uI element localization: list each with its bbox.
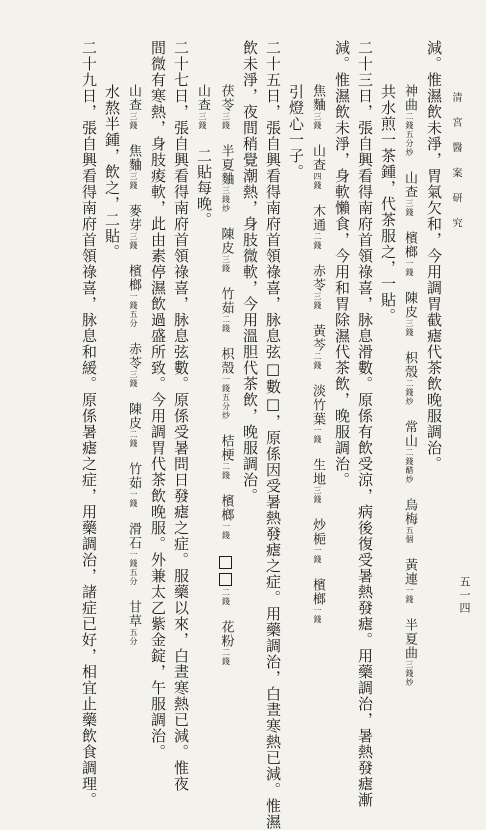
herb-dose: 二錢 (129, 430, 138, 448)
herb-item (310, 458, 325, 504)
herb-name: 赤苓 (310, 264, 325, 292)
herb-name: 枳殼 (218, 347, 234, 375)
herb-name: 神曲 (402, 84, 417, 112)
herb-name: 檳榔 (402, 231, 417, 259)
herb-dose: 五分 (129, 628, 138, 646)
herb-item (402, 420, 417, 484)
herb-dose: 三錢 (313, 292, 322, 310)
herb-dose: 二錢 (221, 315, 231, 333)
herb-name: 花粉 (218, 620, 234, 648)
herb-dose: 三錢炒 (405, 660, 414, 687)
herb-dose: 一錢 (313, 606, 322, 624)
herb-name: 麥芽 (126, 204, 141, 232)
herb-item (219, 227, 234, 273)
herb-dose: 五個 (405, 526, 414, 544)
herb-item (219, 144, 234, 213)
herb-name: 黃芩 (310, 324, 325, 352)
herb-name: 黃連 (402, 558, 417, 586)
herb-item (310, 324, 325, 370)
herb-name: 陳皮 (402, 291, 417, 319)
herb-name: 滑石 (126, 522, 141, 550)
herb-dose: 二錢 (313, 232, 322, 250)
text-column: 引燈心一子。 (287, 84, 305, 180)
herb-name: 檳榔 (310, 578, 325, 606)
herb-name: 山查 (402, 171, 417, 199)
herb-item (219, 287, 234, 333)
herb-dose: 二錢炒 (405, 379, 414, 406)
herb-name: 茯苓 (218, 84, 234, 112)
text-column: 水熬半鍾，飲之，二貼。 (103, 84, 121, 260)
herb-dose: 二錢 (313, 352, 322, 370)
herb-name: 炒梔 (310, 518, 325, 546)
herb-name: 山查 (126, 84, 141, 112)
prescription-column (311, 84, 324, 624)
herb-item (402, 84, 417, 157)
prescription-column (196, 84, 209, 130)
herb-dose: 一錢 (129, 490, 138, 508)
herb-name: 檳榔 (126, 264, 141, 292)
herb-item (126, 204, 141, 250)
page-number: 五一四 (458, 576, 471, 615)
herb-name: 山查 (195, 84, 210, 112)
herb-item (126, 522, 141, 586)
herb-name: 山查 (310, 144, 325, 172)
herb-dose: 一錢 (313, 426, 322, 444)
herb-name: 赤苓 (126, 342, 141, 370)
prescription-column (219, 84, 233, 666)
herb-dose: 二錢 (221, 588, 231, 606)
herb-name: 半夏曲 (402, 618, 417, 660)
herb-dose: 三錢 (129, 232, 138, 250)
text-column: 二十三日，張自興看得南府首領祿喜，脉息滑數。原係有飲受涼，病後復受暑熱發瘧。用藥調治，暑熱發瘧漸 (356, 40, 374, 808)
herb-item (310, 264, 325, 310)
herb-item (310, 384, 325, 444)
herb-dose: 二錢五分炒 (405, 112, 414, 157)
herb-item (310, 84, 325, 130)
herb-dose: 一錢 (405, 586, 414, 604)
herb-name: 陳皮 (126, 402, 141, 430)
text-column: 二貼每晚。 (195, 148, 213, 228)
text-column: 間微有寒熱，身肢痠軟，此由素停濕飲過盛所致。今用調胃代茶飲晚服。外兼太乙紫金錠，午服調治。 (149, 40, 167, 760)
herb-item (402, 291, 417, 337)
herb-dose: 三錢 (129, 172, 138, 190)
herb-dose: 三錢 (129, 112, 138, 130)
herb-dose: 三錢炒 (221, 186, 231, 213)
herb-name: 甘草 (126, 600, 141, 628)
herb-dose: 三錢 (129, 370, 138, 388)
herb-name: 陳皮 (218, 227, 234, 255)
missing-char-box (219, 556, 232, 569)
text-column: 二十七日，張自興看得南府首領祿喜，脉息弦數。原係受暑問日發瘧之症。服藥以來，白晝寒熱已減。惟夜 (172, 40, 190, 792)
text-column: 二十五日，張自興看得南府首領祿喜，脉息弦□數□，原係因受暑熱發瘧之症。用藥調治，白晝寒熱已減。惟濕 (264, 40, 282, 830)
herb-dose: 一錢五分炒 (221, 375, 231, 420)
herb-item (219, 434, 234, 480)
herb-item (126, 144, 141, 190)
herb-dose: 一錢 (405, 259, 414, 277)
herb-item (219, 620, 234, 666)
herb-dose: 二錢醋炒 (405, 448, 414, 484)
herb-dose: 二錢 (221, 462, 231, 480)
herb-name: 焦麯 (310, 84, 325, 112)
herb-dose: 二錢 (221, 648, 231, 666)
herb-dose: 四錢 (313, 172, 322, 190)
herb-dose: 一錢 (313, 546, 322, 564)
herb-dose: 三錢 (221, 112, 231, 130)
text-column: 共水煎一茶鍾，代茶服之，一貼。 (379, 84, 397, 324)
herb-item (219, 494, 234, 540)
herb-item (126, 342, 141, 388)
prescription-column (127, 84, 140, 646)
herb-dose: 三錢 (313, 486, 322, 504)
herb-item (402, 231, 417, 277)
herb-dose: 三錢 (313, 112, 322, 130)
herb-dose: 三錢 (198, 112, 207, 130)
herb-item (310, 144, 325, 190)
herb-name: 檳榔 (218, 494, 234, 522)
herb-dose: 三錢 (221, 255, 231, 273)
text-column: 減。惟濕飲未淨，胃氣欠和，今用調胃截瘧代茶飲晚服調治。 (425, 40, 443, 472)
herb-item (310, 578, 325, 624)
missing-char-box (219, 573, 232, 586)
herb-item (310, 518, 325, 564)
herb-item (126, 402, 141, 448)
herb-item (126, 264, 141, 328)
herb-name: 木通 (310, 204, 325, 232)
herb-item (219, 554, 234, 606)
herb-item (402, 351, 417, 406)
running-header: 清 宮 醫 案 研 究 (450, 92, 461, 234)
herb-dose: 一錢 (221, 522, 231, 540)
herb-name: 竹茹 (218, 287, 234, 315)
herb-name: 烏梅 (402, 498, 417, 526)
herb-item (126, 600, 141, 646)
herb-name: 枳殼 (402, 351, 417, 379)
herb-name: 竹茹 (126, 462, 141, 490)
herb-name: 常山 (402, 420, 417, 448)
prescription-column (403, 84, 416, 687)
herb-name: 桔梗 (218, 434, 234, 462)
herb-item (195, 84, 210, 130)
herb-dose: 一錢五分 (129, 550, 138, 586)
herb-item (402, 498, 417, 544)
herb-item (126, 462, 141, 508)
herb-item (402, 558, 417, 604)
herb-name: 半夏麯 (218, 144, 234, 186)
herb-dose: 一錢五分 (129, 292, 138, 328)
herb-name: 生地 (310, 458, 325, 486)
herb-name: 淡竹葉 (310, 384, 325, 426)
herb-dose: 三錢 (405, 319, 414, 337)
herb-item (310, 204, 325, 250)
herb-item (126, 84, 141, 130)
herb-item (402, 618, 417, 687)
herb-name: 焦麯 (126, 144, 141, 172)
text-column: 減。惟濕飲未淨，身軟懶食，今用和胃除濕代茶飲，晚服調治。 (333, 40, 351, 488)
herb-item (219, 347, 234, 420)
herb-dose: 三錢 (405, 199, 414, 217)
text-column: 二十九日，張自興看得南府首領祿喜，脉息和緩。原係暑瘧之症，用藥調治，諸症已好，相宜止藥飲食調理。 (80, 40, 98, 808)
herb-item (219, 84, 234, 130)
herb-item (402, 171, 417, 217)
text-column: 飲未淨，夜間稍覺潮熱，身肢微軟，今用溫胆代茶飲，晚服調治。 (241, 40, 259, 504)
